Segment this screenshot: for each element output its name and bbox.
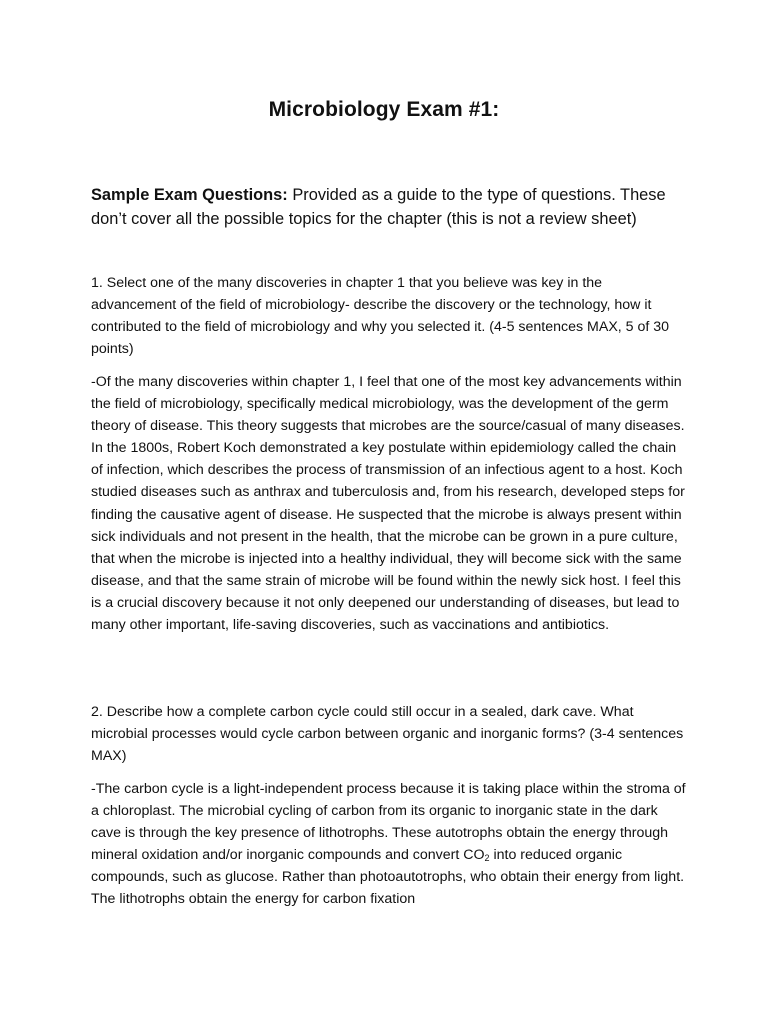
question-2-answer-part-2: into reduced organic compounds, such as glucose. Rather than photoautotrophs, who obtain their energy from light. The lithotrophs obtain the energy for carbon fixation [91,847,685,908]
intro-text: Provided as a guide to the type of questions. These don’t cover all the possible topics for the chapter (this is not a review sheet) [91,186,666,228]
question-2-answer [91,778,691,911]
intro-lead: Sample Exam Questions: [91,186,288,204]
question-2-prompt: 2. Describe how a complete carbon cycle could still occur in a sealed, dark cave. What microbial processes would cycle carbon between organic and inorganic forms? (3-4 sentences MAX) [91,704,684,765]
question-1-prompt: 1. Select one of the many discoveries in chapter 1 that you believe was key in the advancement of the field of microbiology- describe the discovery or the technology, how it contributed to the field of microbiology and why you selected it. (4-5 sentences MAX, 5 of 30 points) [91,275,670,358]
intro-paragraph [91,183,691,231]
question-2-answer-part-1: -The carbon cycle is a light-independent process because it is taking place within the stroma of a chloroplast. The microbial cycling of carbon from its organic to inorganic state in the dark cave is through the key presence of lithotrophs. These autotrophs obtain the energy through mineral oxidation and/or inorganic compounds and convert CO [91,781,686,864]
co2-subscript: 2 [484,853,490,864]
question-1-answer: -Of the many discoveries within chapter 1, I feel that one of the most key advancements within the field of microbiology, specifically medical microbiology, was the development of the germ theory of disease. This theory suggests that microbes are the source/casual of many diseases. In the 1800s, Robert Koch demonstrated a key postulate within epidemiology called the chain of infection, which describes the process of transmission of an infectious agent to a host. Koch studied diseases such as anthrax and tuberculosis and, from his research, developed steps for finding the causative agent of disease. He suspected that the microbe is always present within sick individuals and not present in the health, that the microbe can be grown in a pure culture, that when the microbe is injected into a healthy individual, they will become sick with the same disease, and that the same strain of microbe will be found within the newly sick host. I feel this is a crucial discovery because it not only deepened our understanding of diseases, but lead to many other important, life-saving discoveries, such as vaccinations and antibiotics. [91,374,685,634]
document-title: Microbiology Exam #1: [268,98,500,121]
